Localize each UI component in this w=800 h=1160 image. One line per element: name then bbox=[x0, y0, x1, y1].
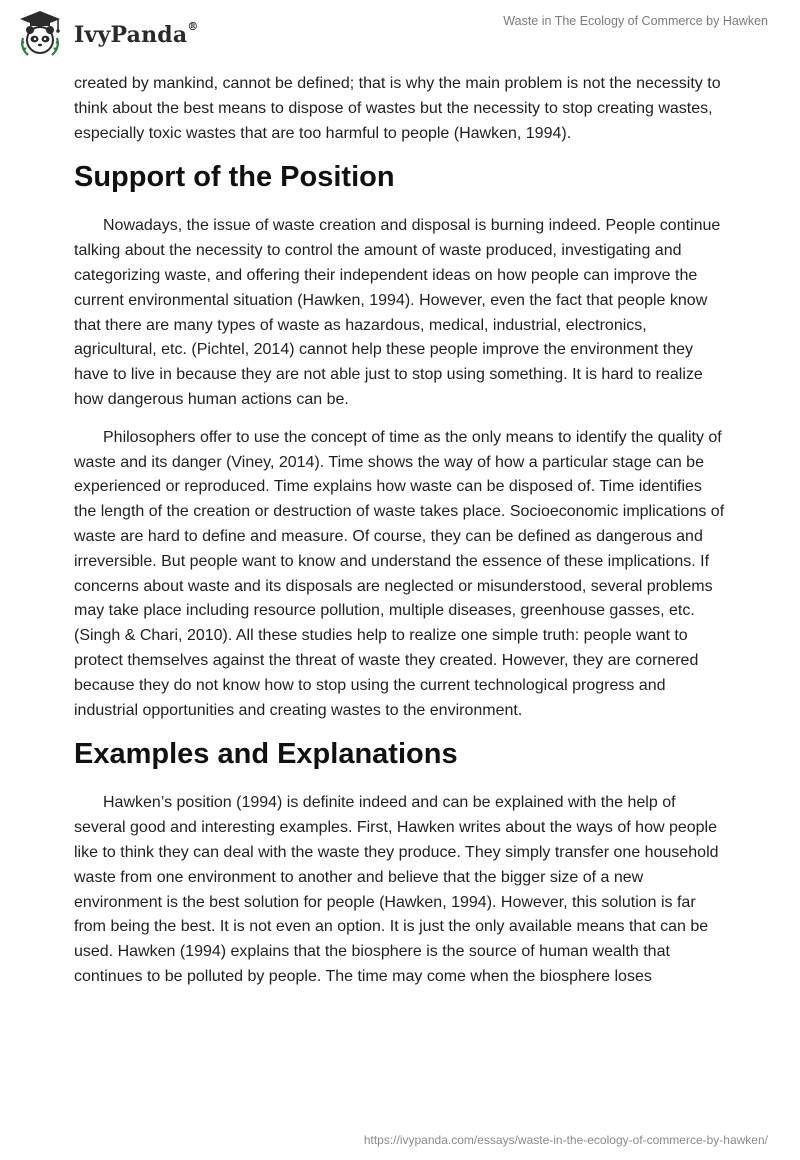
brand-name: IvyPanda® bbox=[74, 19, 199, 48]
source-url: https://ivypanda.com/essays/waste-in-the-ecology-of-commerce-by-hawken/ bbox=[363, 1133, 768, 1147]
paragraph: Philosophers offer to use the concept of time as the only means to identify the quality of waste and its danger (Viney, 2014). Time shows the way of how a particular stage can be experienced or reproduced. Time explains how waste can be disposed of. Time identifies the length of the creation or destruction of waste takes place. Socioeconomic implications of waste are hard to define and measure. Of course, they can be defined as dangerous and irreversible. But people want to know and understand the essence of these implications. If concerns about waste and its disposals are neglected or misunderstood, several problems may take place including resource pollution, multiple diseases, greenhouse gasses, etc. (Singh & Chari, 2010). All these studies help to realize one simple truth: people want to protect themselves against the threat of waste they created. However, they are cornered because they do not know how to stop using the current technological progress and industrial opportunities and creating wastes to the environment. bbox=[74, 428, 725, 719]
paragraph: Nowadays, the issue of waste creation and disposal is burning indeed. People continue talking about the necessity to control the amount of waste produced, investigating and categorizing waste, and offering their independent ideas on how people can improve the current environmental situation (Hawken, 1994). However, even the fact that people know that there are many types of waste as hazardous, medical, industrial, electronics, agricultural, etc. (Pichtel, 2014) cannot help these people improve the environment they have to live in because they are not able just to stop using something. It is hard to realize how dangerous human actions can be. bbox=[74, 217, 721, 408]
section-heading-support: Support of the Position bbox=[74, 161, 395, 194]
essay-body bbox=[74, 72, 726, 1003]
paragraph: Hawken’s position (1994) is definite indeed and can be explained with the help of several good and interesting examples. First, Hawken writes about the ways of how people like to think they can deal with the waste they produce. They simply transfer one household waste from one environment to another and believe that the bigger size of a new environment is the best solution for people (Hawken, 1994). However, this solution is far from being the best. It is not even an option. It is just the only available means that can be used. Hawken (1994) explains that the biosphere is the source of human wealth that continues to be polluted by people. The time may come when the biosphere loses bbox=[74, 794, 719, 985]
section-heading-examples: Examples and Explanations bbox=[74, 738, 458, 771]
page-header bbox=[0, 0, 800, 66]
ivypanda-logo[interactable] bbox=[14, 8, 199, 60]
panda-graduate-icon bbox=[14, 8, 66, 60]
paragraph-continuation: created by mankind, cannot be defined; that is why the main problem is not the necessity to think about the best means to dispose of wastes but the necessity to stop creating wastes, especially toxic wastes that are too harmful to people (Hawken, 1994). bbox=[74, 75, 721, 142]
document-title: Waste in The Ecology of Commerce by Hawken bbox=[503, 14, 768, 28]
